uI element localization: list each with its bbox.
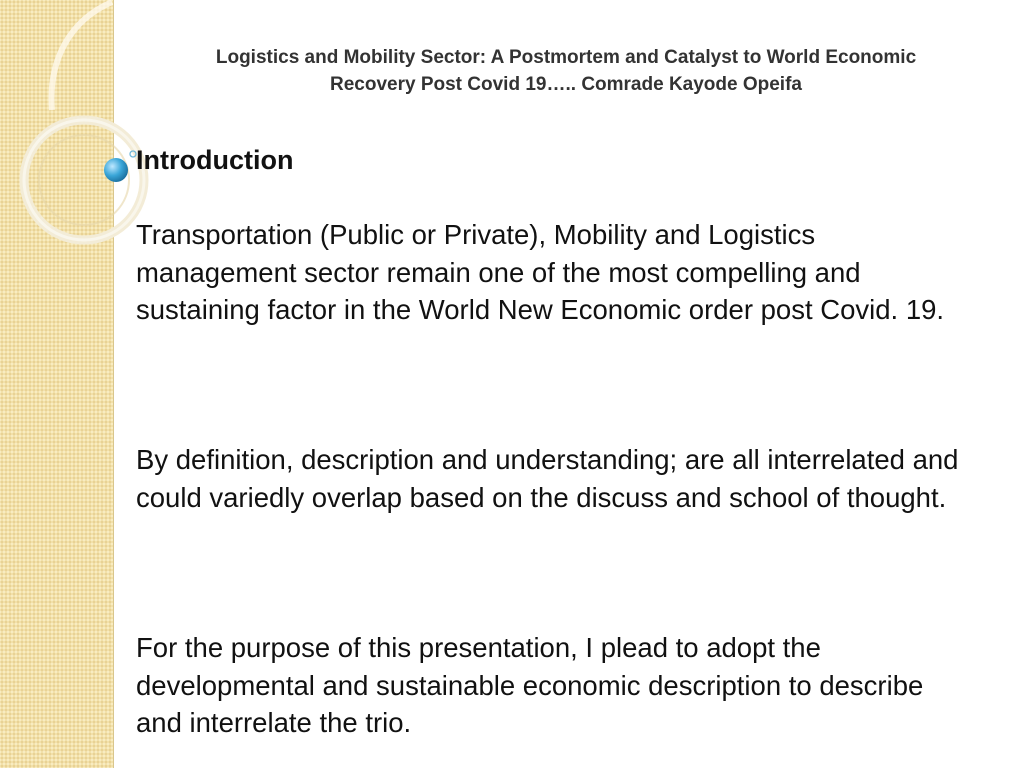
bullet-orb-icon	[100, 148, 140, 188]
body-paragraph-2: By definition, description and understanding; are all interrelated and could variedly overlap based on the discuss and school of thought.	[136, 444, 959, 513]
section-heading: Introduction	[136, 145, 294, 175]
slide-title: Logistics and Mobility Sector: A Postmortem and Catalyst to World Economic Recovery Post Covid 19….. Comrade Kayode Opeifa	[215, 47, 917, 95]
body-paragraph-3: For the purpose of this presentation, I plead to adopt the developmental and sustainable economic description to describe and interrelate the trio.	[136, 632, 924, 739]
body-paragraph-1: Transportation (Public or Private), Mobility and Logistics management sector remain one of the most compelling and sustaining factor in the World New Economic order post Covid. 19.	[136, 219, 945, 326]
